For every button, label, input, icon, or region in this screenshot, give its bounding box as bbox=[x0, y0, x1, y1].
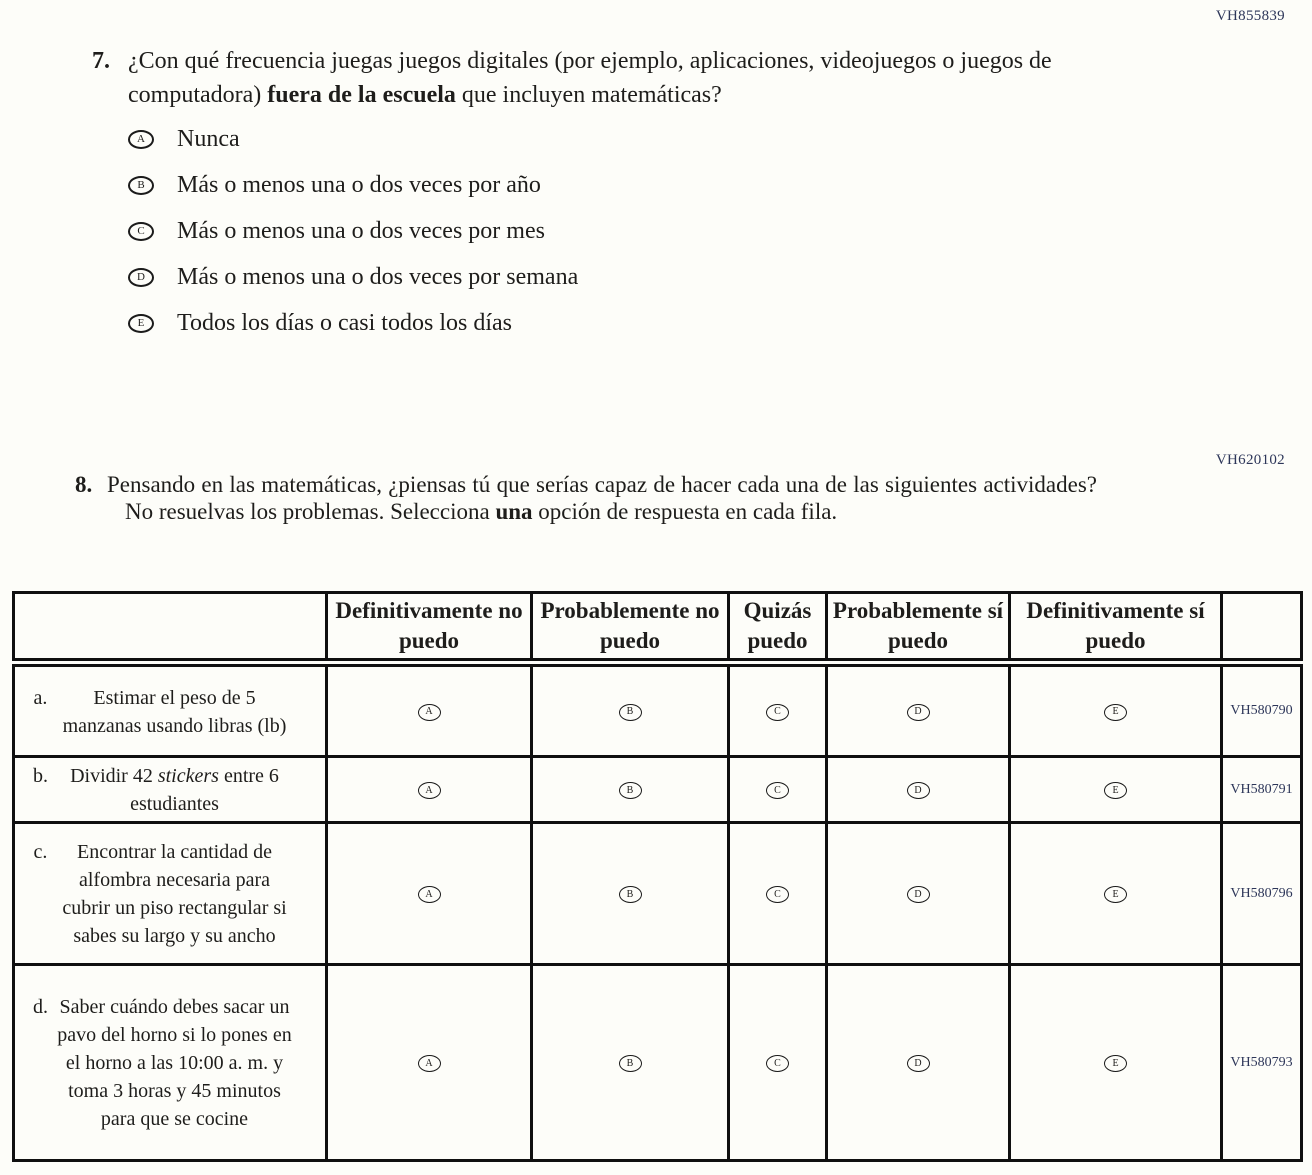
q8-accession-code: VH620102 bbox=[1215, 452, 1285, 468]
question-8 bbox=[75, 471, 1097, 525]
item-text-cell bbox=[14, 965, 327, 1161]
header-probably-cannot: Probablemente no puedo bbox=[532, 593, 729, 663]
answer-bubble-D-icon[interactable]: D bbox=[907, 782, 930, 799]
answer-bubble-C-icon[interactable]: C bbox=[766, 704, 789, 721]
item-wrap bbox=[24, 993, 321, 1133]
answer-bubble-B-icon[interactable]: B bbox=[619, 1055, 642, 1072]
table-row-a bbox=[14, 663, 1302, 757]
answer-bubble-C-icon[interactable]: C bbox=[766, 1055, 789, 1072]
item-code-cell: VH580796 bbox=[1222, 823, 1302, 965]
bubble-cell bbox=[729, 823, 827, 965]
item-text-cell bbox=[14, 823, 327, 965]
answer-bubble-C-icon[interactable]: C bbox=[766, 782, 789, 799]
bubble-cell bbox=[532, 663, 729, 757]
header-definitely-can: Definitivamente sí puedo bbox=[1010, 593, 1222, 663]
answer-bubble-C-icon[interactable]: C bbox=[766, 886, 789, 903]
bubble-cell bbox=[827, 663, 1010, 757]
item-text bbox=[57, 993, 292, 1133]
table-row-c bbox=[14, 823, 1302, 965]
q8-response-table bbox=[12, 591, 1303, 1162]
bubble-cell bbox=[827, 965, 1010, 1161]
answer-bubble-B-icon[interactable]: B bbox=[128, 176, 154, 195]
q7-option-c bbox=[128, 208, 578, 254]
item-code-cell: VH580790 bbox=[1222, 663, 1302, 757]
item-wrap bbox=[24, 762, 321, 818]
question-8-number: 8. bbox=[75, 472, 93, 497]
answer-bubble-D-icon[interactable]: D bbox=[907, 1055, 930, 1072]
answer-bubble-A-icon[interactable]: A bbox=[418, 782, 441, 799]
answer-bubble-D-icon[interactable]: D bbox=[907, 704, 930, 721]
item-text-cell bbox=[14, 663, 327, 757]
option-label: Más o menos una o dos veces por semana bbox=[177, 263, 579, 290]
bubble-cell bbox=[729, 663, 827, 757]
table-row-d bbox=[14, 965, 1302, 1161]
bubble-cell bbox=[1010, 757, 1222, 823]
bubble-cell bbox=[327, 663, 532, 757]
question-8-text-start: Pensando en las matemáticas, ¿piensas tú que serías capaz de hacer cada una de las siguientes actividades? No resuelvas los problemas. Selecciona bbox=[107, 472, 1097, 524]
answer-bubble-E-icon[interactable]: E bbox=[1104, 886, 1127, 903]
question-7 bbox=[92, 44, 1090, 112]
bubble-cell bbox=[729, 757, 827, 823]
item-text-start: Dividir 42 bbox=[70, 765, 158, 787]
question-8-text bbox=[107, 471, 1097, 525]
q7-accession-code: VH855839 bbox=[1215, 8, 1285, 24]
bubble-cell bbox=[1010, 823, 1222, 965]
question-7-text-start: ¿Con qué frecuencia juegas juegos digitales (por ejemplo, aplicaciones, videojuegos o juegos de computadora) bbox=[128, 48, 1052, 108]
question-7-number: 7. bbox=[92, 48, 110, 74]
item-wrap bbox=[24, 838, 321, 950]
answer-bubble-E-icon[interactable]: E bbox=[1104, 704, 1127, 721]
item-text bbox=[57, 838, 292, 950]
bubble-cell bbox=[729, 965, 827, 1161]
header-code-blank-cell bbox=[1222, 593, 1302, 663]
item-text-end: entre 6 estudiantes bbox=[130, 765, 279, 815]
q7-option-e bbox=[128, 300, 578, 346]
question-8-text-bold: una bbox=[495, 499, 533, 524]
bubble-cell bbox=[1010, 663, 1222, 757]
answer-bubble-C-icon[interactable]: C bbox=[128, 222, 154, 241]
item-letter: c. bbox=[33, 841, 48, 863]
header-maybe-can: Quizás puedo bbox=[729, 593, 827, 663]
item-letter: d. bbox=[33, 996, 48, 1018]
q7-option-d bbox=[128, 254, 578, 300]
item-code-cell: VH580791 bbox=[1222, 757, 1302, 823]
option-label: Todos los días o casi todos los días bbox=[177, 309, 512, 336]
item-text bbox=[57, 684, 292, 740]
bubble-cell bbox=[327, 823, 532, 965]
answer-bubble-A-icon[interactable]: A bbox=[418, 704, 441, 721]
item-text-cell bbox=[14, 757, 327, 823]
answer-bubble-B-icon[interactable]: B bbox=[619, 782, 642, 799]
item-wrap bbox=[24, 684, 321, 740]
item-text-start: Encontrar la cantidad de alfombra necesaria para cubrir un piso rectangular si sabes su largo y su ancho bbox=[62, 841, 287, 947]
item-letter: b. bbox=[33, 765, 48, 787]
option-label: Más o menos una o dos veces por mes bbox=[177, 217, 545, 244]
item-code-cell: VH580793 bbox=[1222, 965, 1302, 1161]
bubble-cell bbox=[327, 757, 532, 823]
question-8-text-end: opción de respuesta en cada fila. bbox=[532, 499, 838, 524]
bubble-cell bbox=[1010, 965, 1222, 1161]
answer-bubble-A-icon[interactable]: A bbox=[418, 886, 441, 903]
answer-bubble-D-icon[interactable]: D bbox=[907, 886, 930, 903]
bubble-cell bbox=[532, 965, 729, 1161]
answer-bubble-D-icon[interactable]: D bbox=[128, 268, 154, 287]
answer-bubble-A-icon[interactable]: A bbox=[418, 1055, 441, 1072]
q7-option-b bbox=[128, 162, 578, 208]
answer-bubble-B-icon[interactable]: B bbox=[619, 886, 642, 903]
answer-bubble-A-icon[interactable]: A bbox=[128, 130, 154, 149]
answer-bubble-E-icon[interactable]: E bbox=[128, 314, 154, 333]
item-text-start: Saber cuándo debes sacar un pavo del horno si lo pones en el horno a las 10:00 a. m. y toma 3 horas y 45 minutos para que se cocine bbox=[57, 996, 292, 1130]
item-text-start: Estimar el peso de 5 manzanas usando libras (lb) bbox=[62, 686, 287, 737]
answer-bubble-E-icon[interactable]: E bbox=[1104, 782, 1127, 799]
option-label: Nunca bbox=[177, 125, 240, 152]
q7-option-a bbox=[128, 116, 578, 162]
question-7-text bbox=[128, 44, 1090, 112]
answer-bubble-B-icon[interactable]: B bbox=[619, 704, 642, 721]
bubble-cell bbox=[827, 757, 1010, 823]
item-text-italic: stickers bbox=[157, 765, 219, 787]
table-row-b bbox=[14, 757, 1302, 823]
table-header-row bbox=[14, 593, 1302, 663]
bubble-cell bbox=[532, 757, 729, 823]
q7-answer-options bbox=[128, 116, 578, 346]
question-7-text-end: que incluyen matemáticas? bbox=[455, 82, 722, 108]
item-text bbox=[57, 762, 292, 818]
answer-bubble-E-icon[interactable]: E bbox=[1104, 1055, 1127, 1072]
header-definitely-cannot: Definitivamente no puedo bbox=[327, 593, 532, 663]
bubble-cell bbox=[827, 823, 1010, 965]
bubble-cell bbox=[532, 823, 729, 965]
bubble-cell bbox=[327, 965, 532, 1161]
question-7-text-bold: fuera de la escuela bbox=[267, 82, 456, 108]
header-blank-cell bbox=[14, 593, 327, 663]
option-label: Más o menos una o dos veces por año bbox=[177, 171, 541, 198]
item-letter: a. bbox=[33, 686, 48, 709]
header-probably-can: Probablemente sí puedo bbox=[827, 593, 1010, 663]
